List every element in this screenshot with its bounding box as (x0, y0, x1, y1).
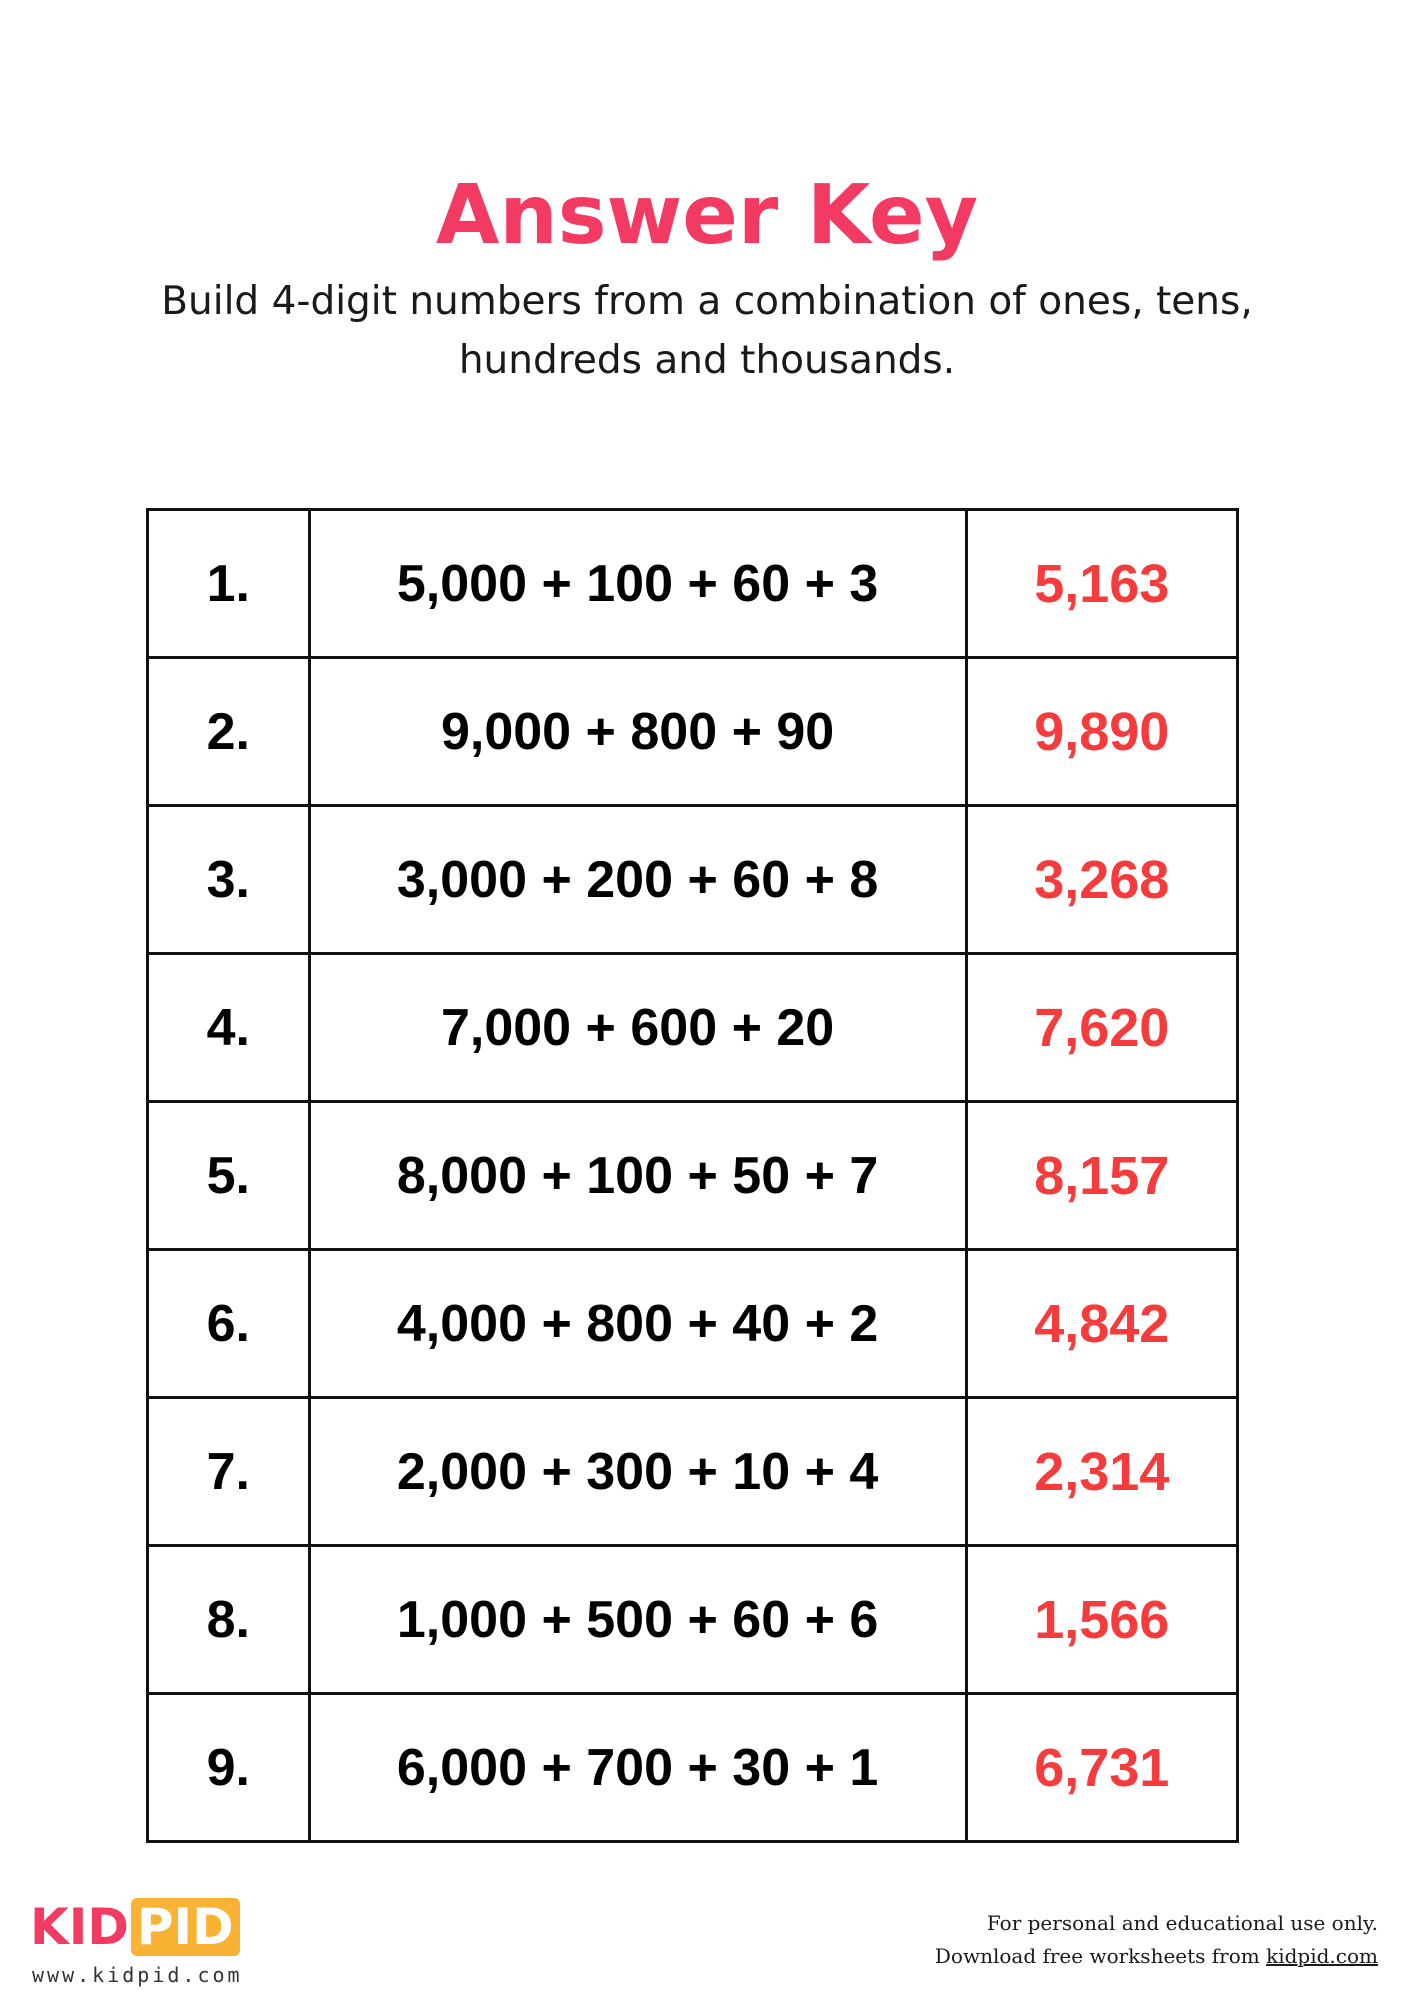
row-number: 3. (148, 806, 310, 954)
row-answer: 7,620 (966, 954, 1237, 1102)
table-row (148, 806, 1238, 954)
row-number: 9. (148, 1694, 310, 1842)
row-answer: 9,890 (966, 658, 1237, 806)
logo-kid-text: KID (30, 1898, 129, 1956)
answer-table (146, 508, 1239, 1843)
table-row (148, 1398, 1238, 1546)
row-number: 8. (148, 1546, 310, 1694)
row-answer: 6,731 (966, 1694, 1237, 1842)
row-expression: 7,000 + 600 + 20 (309, 954, 966, 1102)
table-row (148, 1546, 1238, 1694)
footer-note (935, 1907, 1378, 1973)
row-answer: 2,314 (966, 1398, 1237, 1546)
row-expression: 2,000 + 300 + 10 + 4 (309, 1398, 966, 1546)
row-expression: 1,000 + 500 + 60 + 6 (309, 1546, 966, 1694)
footer-note-prefix: Download free worksheets from (934, 1944, 1267, 1968)
row-expression: 4,000 + 800 + 40 + 2 (309, 1250, 966, 1398)
table-row (148, 1102, 1238, 1250)
footer-note-line-2 (935, 1940, 1378, 1973)
row-number: 6. (148, 1250, 310, 1398)
row-number: 5. (148, 1102, 310, 1250)
instructions-line-1: Build 4-digit numbers from a combination of ones, tens, (161, 279, 1253, 324)
row-expression: 5,000 + 100 + 60 + 3 (309, 510, 966, 658)
page-title: Answer Key (435, 168, 979, 263)
instructions (0, 272, 1414, 390)
row-number: 1. (148, 510, 310, 658)
table-row (148, 1694, 1238, 1842)
table-row (148, 658, 1238, 806)
row-answer: 1,566 (966, 1546, 1237, 1694)
kidpid-link[interactable]: kidpid.com (1266, 1944, 1378, 1968)
row-answer: 4,842 (966, 1250, 1237, 1398)
row-expression: 3,000 + 200 + 60 + 8 (309, 806, 966, 954)
logo-url: www.kidpid.com (32, 1963, 243, 1987)
row-number: 7. (148, 1398, 310, 1546)
logo-pid-text: PID (131, 1898, 240, 1956)
kidpid-logo (30, 1898, 240, 1958)
table-row (148, 954, 1238, 1102)
row-answer: 3,268 (966, 806, 1237, 954)
table-row (148, 1250, 1238, 1398)
row-expression: 9,000 + 800 + 90 (309, 658, 966, 806)
row-answer: 8,157 (966, 1102, 1237, 1250)
row-expression: 8,000 + 100 + 50 + 7 (309, 1102, 966, 1250)
row-number: 2. (148, 658, 310, 806)
table-row (148, 510, 1238, 658)
instructions-line-2: hundreds and thousands. (458, 338, 956, 383)
row-answer: 5,163 (966, 510, 1237, 658)
footer-note-line-1: For personal and educational use only. (986, 1911, 1378, 1935)
row-number: 4. (148, 954, 310, 1102)
row-expression: 6,000 + 700 + 30 + 1 (309, 1694, 966, 1842)
